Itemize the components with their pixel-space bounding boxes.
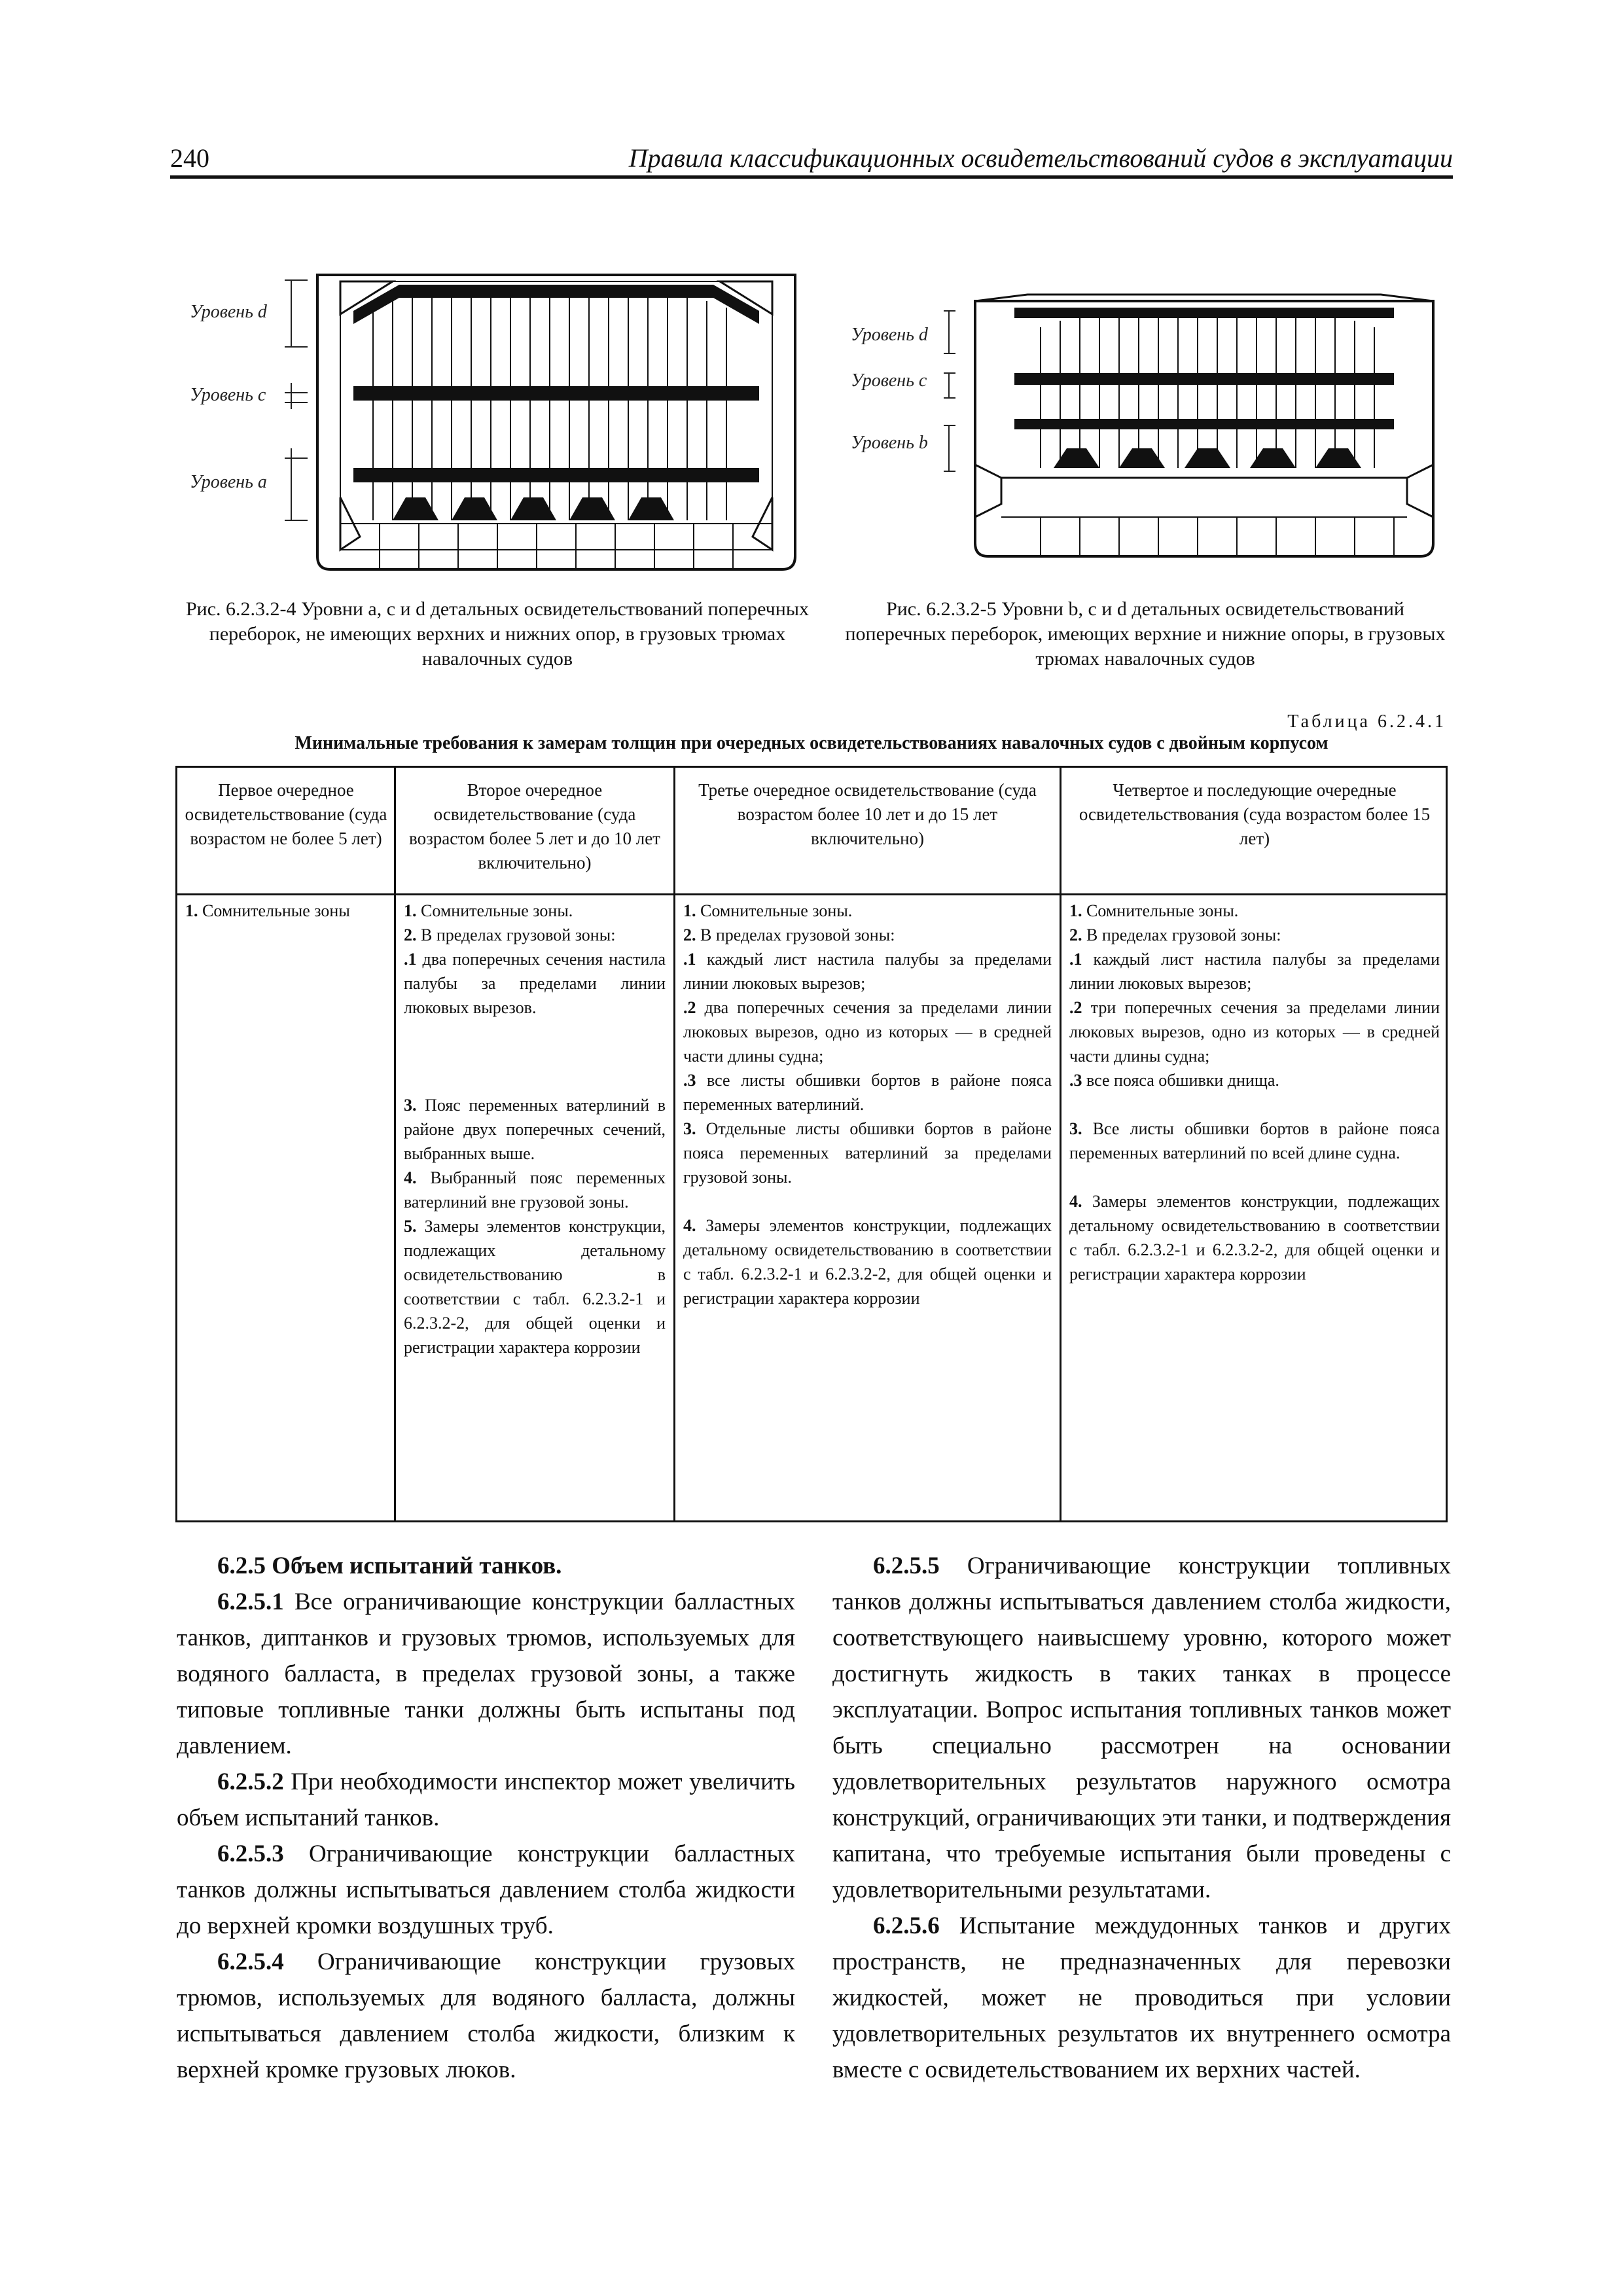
table-item: 2. В пределах грузовой зоны: [683, 925, 895, 944]
level-labels-right [851, 325, 929, 453]
table-cell-col2 [404, 899, 666, 1359]
level-label: Уровень b [851, 433, 928, 453]
table-item: .3 все пояса обшивки днища. [1069, 1071, 1279, 1090]
paragraph: 6.2.5.2 При необходимости инспектор может увеличить объем испытаний танков. [177, 1768, 795, 1831]
paragraph: 6.2.5.4 Ограничивающие конструкции грузовых трюмов, используемых для водяного балласта, должны испытываться давлением столба жидкости, близким к верхней кромке грузовых люков. [177, 1948, 795, 2083]
body-right-column [832, 1548, 1451, 2088]
table-cell-col1 [185, 899, 388, 923]
table-item: 1. Сомнительные зоны. [404, 901, 573, 920]
corrugations [1041, 317, 1374, 468]
table-item: 2. В пределах грузовой зоны: [404, 925, 616, 944]
table-item: 5. Замеры элементов конструкции, подлежащих детальному освидетельствованию в соответствии с табл. 6.2.3.2-1 и 6.2.3.2-2, для общей оценки и регистрации характера коррозии [404, 1217, 666, 1357]
running-title: Правила классификационных освидетельствований судов в эксплуатации [628, 143, 1453, 173]
table-item: 1. Сомнительные зоны. [683, 901, 853, 920]
dimension-markers [285, 280, 308, 520]
level-label: Уровень a [190, 472, 267, 492]
table-label: Таблица 6.2.4.1 [1287, 711, 1446, 732]
bottom-stools [393, 497, 674, 520]
table-item: 3. Все листы обшивки бортов в районе пояса переменных ватерлиний по всей длине судна. [1069, 1119, 1440, 1162]
table-item: .1 каждый лист настила палубы за пределами линии люковых вырезов; [1069, 950, 1440, 993]
double-bottom [340, 524, 772, 569]
paragraph: 6.2.5.1 Все ограничивающие конструкции балластных танков, диптанков и грузовых трюмов, используемых для водяного балласта, в пределах грузовой зоны, а также типовые топливные танки должны быть испытаны под давлением. [177, 1588, 795, 1759]
corrugations [373, 291, 726, 520]
paragraph: 6.2.5.5 Ограничивающие конструкции топливных танков должны испытываться давлением столба жидкости, соответствующего наивысшему уровню, которого может достигнуть жидкость в таких танках в процессе эксплуатации. Вопрос испытания топливных танков может быть специально рассмотрен на основании удовлетворительных результатов наружного осмотра конструкций, ограничивающих эти танки, и подтверждения капитана, что требуемые испытания были проведены с удовлетворительными результатами. [832, 1552, 1451, 1903]
body-left-column [177, 1548, 795, 2088]
table-item: 3. Отдельные листы обшивки бортов в районе пояса переменных ватерлиний за пределами грузовой зоны. [683, 1119, 1052, 1187]
paragraph: 6.2.5.6 Испытание междудонных танков и других пространств, не предназначенных для перевозки жидкостей, может не проводиться при условии удовлетворительных результатов их внутреннего осмотра вместе с освидетельствованием их верхних частей. [832, 1912, 1451, 2083]
table-item: .2 три поперечных сечения за пределами линии люковых вырезов, одно из которых — в средней части длины судна; [1069, 998, 1440, 1066]
level-label: Уровень d [851, 325, 928, 345]
table-title: Минимальные требования к замерам толщин при очередных освидетельствованиях навалочных судов с двойным корпусом [294, 733, 1329, 753]
level-label: Уровень c [190, 385, 266, 405]
table-header-cell: Первое очередное освидетельствование (суда возрастом не более 5 лет) [185, 780, 387, 848]
table-header-cell: Второе очередное освидетельствование (суда возрастом более 5 лет и до 10 лет включительно) [409, 780, 660, 872]
table-item: 4. Выбранный пояс переменных ватерлиний вне грузовой зоны. [404, 1168, 666, 1211]
table-item: .1 каждый лист настила палубы за пределами линии люковых вырезов; [683, 950, 1052, 993]
page-number: 240 [170, 143, 209, 173]
table-item: 4. Замеры элементов конструкции, подлежащих детальному освидетельствованию в соответствии с табл. 6.2.3.2-1 и 6.2.3.2-2, для общей оценки и регистрации характера коррозии [1069, 1192, 1440, 1283]
level-bands [1014, 308, 1394, 429]
level-labels-left [190, 302, 268, 492]
header-rule [170, 175, 1453, 179]
table-item: 1. Сомнительные зоны [185, 901, 350, 920]
table-item: 2. В пределах грузовой зоны: [1069, 925, 1281, 944]
section-heading: 6.2.5 Объем испытаний танков. [217, 1552, 562, 1579]
figure-right-bulkhead-diagram [844, 281, 1453, 563]
paragraph: 6.2.5.3 Ограничивающие конструкции балластных танков должны испытываться давлением столба жидкости до верхней кромки воздушных труб. [177, 1840, 795, 1939]
figure-left-bulkhead-diagram [183, 262, 825, 583]
figure-left-caption: Рис. 6.2.3.2-4 Уровни a, c и d детальных освидетельствований поперечных переборок, не имеющих верхних и нижних опор, в грузовых трюмах навалочных судов [186, 598, 809, 670]
thickness-table [175, 766, 1448, 1522]
level-bands [353, 285, 759, 482]
hull-outline [317, 275, 795, 569]
dimension-markers [944, 311, 955, 471]
figure-right-caption: Рис. 6.2.3.2-5 Уровни b, c и d детальных освидетельствований поперечных переборок, имеющих верхние и нижние опоры, в грузовых трюмах навалочных судов [845, 598, 1446, 670]
level-label: Уровень c [851, 370, 927, 391]
table-item: .2 два поперечных сечения за пределами линии люковых вырезов, одно из которых — в средней части длины судна; [683, 998, 1052, 1066]
table-header-cell: Четвертое и последующие очередные освидетельствования (суда возрастом более 15 лет) [1079, 780, 1431, 848]
table-item: 1. Сомнительные зоны. [1069, 901, 1239, 920]
table-item: .3 все листы обшивки бортов в районе пояса переменных ватерлиний. [683, 1071, 1052, 1114]
level-label: Уровень d [190, 302, 267, 322]
table-item: 4. Замеры элементов конструкции, подлежащих детальному освидетельствованию в соответствии с табл. 6.2.3.2-1 и 6.2.3.2-2, для общей оценки и регистрации характера коррозии [683, 1216, 1052, 1308]
double-bottom [1001, 517, 1407, 556]
table-item: 3. Пояс переменных ватерлиний в районе двух поперечных сечений, выбранных выше. [404, 1096, 666, 1163]
table-cell-col4 [1069, 899, 1440, 1286]
table-header-cell: Третье очередное освидетельствование (суда возрастом более 10 лет и до 15 лет включительно) [698, 780, 1037, 848]
table-cell-col3 [683, 899, 1052, 1310]
table-item: .1 два поперечных сечения настила палубы за пределами линии люковых вырезов. [404, 950, 666, 1017]
